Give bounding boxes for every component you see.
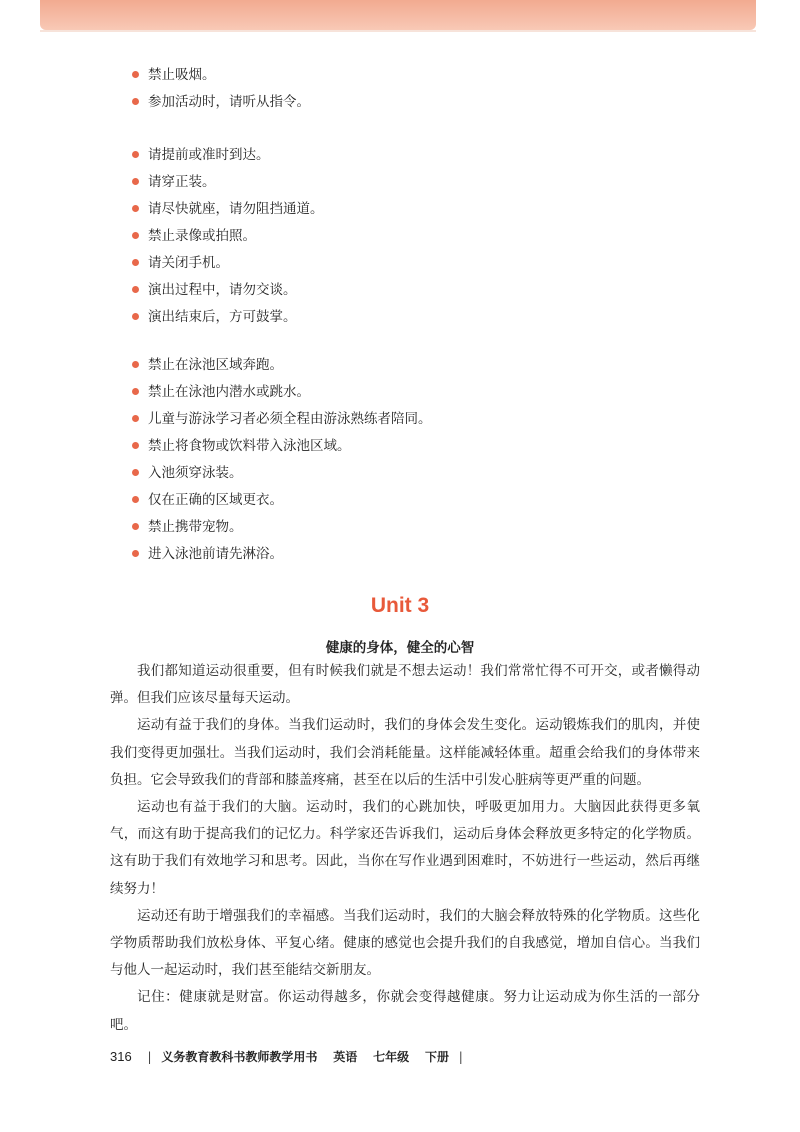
list-item-text: 禁止携带宠物。 — [148, 519, 243, 535]
bullet-dot-icon — [132, 550, 139, 557]
list-item — [132, 408, 732, 435]
list-item — [132, 144, 732, 171]
list-item-text: 禁止录像或拍照。 — [148, 228, 256, 244]
list-item-text: 仅在正确的区域更衣。 — [148, 492, 283, 508]
list-item-text: 请穿正装。 — [148, 174, 216, 190]
list-item — [132, 354, 732, 381]
list-item — [132, 306, 732, 333]
bullet-dot-icon — [132, 286, 139, 293]
article-paragraph: 运动有益于我们的身体。当我们运动时，我们的身体会发生变化。运动锻炼我们的肌肉，并使我们变得更加强壮。当我们运动时，我们会消耗能量。这样能减轻体重。超重会给我们的身体带来负担。它会导致我们的背部和膝盖疼痛，甚至在以后的生活中引发心脏病等更严重的问题。 — [110, 717, 700, 788]
list-item-text: 进入泳池前请先淋浴。 — [148, 546, 283, 562]
list-item — [132, 225, 732, 252]
list-item — [132, 279, 732, 306]
bullet-dot-icon — [132, 415, 139, 422]
list-item — [132, 171, 732, 198]
bullet-dot-icon — [132, 151, 139, 158]
volume: 下册 — [424, 1050, 449, 1064]
book-title: 义务教育教科书教师教学用书 — [161, 1050, 318, 1064]
page-number: 316 — [110, 1049, 132, 1064]
page-footer — [110, 1048, 469, 1065]
list-item-text: 请关闭手机。 — [148, 255, 229, 271]
article-paragraph: 运动也有益于我们的大脑。运动时，我们的心跳加快，呼吸更加用力。大脑因此获得更多氧气，而这有助于提高我们的记忆力。科学家还告诉我们，运动后身体会释放更多特定的化学物质。这有助于我们有效地学习和思考。因此，当你在写作业遇到困难时，不妨进行一些运动，然后再继续努力！ — [110, 799, 700, 897]
bullet-dot-icon — [132, 232, 139, 239]
rules-list-general — [132, 64, 732, 118]
footer-separator: | — [147, 1050, 152, 1064]
bullet-dot-icon — [132, 313, 139, 320]
article-paragraph: 记住：健康就是财富。你运动得越多，你就会变得越健康。努力让运动成为你生活的一部分吧。 — [110, 989, 700, 1033]
list-item-text: 入池须穿泳装。 — [148, 465, 243, 481]
list-item — [132, 516, 732, 543]
list-item-text: 禁止将食物或饮料带入泳池区域。 — [148, 438, 351, 454]
list-item-text: 演出结束后，方可鼓掌。 — [148, 309, 297, 325]
list-item-text: 禁止吸烟。 — [148, 67, 216, 83]
unit-title: Unit 3 — [370, 594, 430, 617]
list-item — [132, 462, 732, 489]
list-item-text: 请尽快就座，请勿阻挡通道。 — [148, 201, 324, 217]
list-item-text: 禁止在泳池区域奔跑。 — [148, 357, 283, 373]
list-item — [132, 198, 732, 225]
bullet-dot-icon — [132, 71, 139, 78]
bullet-dot-icon — [132, 496, 139, 503]
article-title: 健康的身体，健全的心智 — [325, 640, 475, 656]
list-item-text: 禁止在泳池内潜水或跳水。 — [148, 384, 310, 400]
subject: 英语 — [333, 1050, 358, 1064]
grade: 七年级 — [373, 1050, 410, 1064]
list-item — [132, 435, 732, 462]
bullet-dot-icon — [132, 442, 139, 449]
list-item — [132, 64, 732, 91]
bullet-dot-icon — [132, 361, 139, 368]
footer-separator: | — [458, 1050, 463, 1064]
list-item-text: 参加活动时，请听从指令。 — [148, 94, 310, 110]
list-item-text: 演出过程中，请勿交谈。 — [148, 282, 297, 298]
bullet-dot-icon — [132, 178, 139, 185]
rules-list-pool — [132, 354, 732, 570]
list-item — [132, 489, 732, 516]
rules-list-performance — [132, 144, 732, 333]
bullet-dot-icon — [132, 388, 139, 395]
list-item — [132, 543, 732, 570]
top-color-band — [40, 0, 756, 30]
bullet-dot-icon — [132, 523, 139, 530]
list-item — [132, 91, 732, 118]
list-item-text: 请提前或准时到达。 — [148, 147, 270, 163]
bullet-dot-icon — [132, 469, 139, 476]
list-item — [132, 252, 732, 279]
list-item-text: 儿童与游泳学习者必须全程由游泳熟练者陪同。 — [148, 411, 432, 427]
article-body — [110, 658, 700, 1039]
bullet-dot-icon — [132, 259, 139, 266]
bullet-dot-icon — [132, 98, 139, 105]
bullet-dot-icon — [132, 205, 139, 212]
top-band-edge — [40, 30, 756, 32]
list-item — [132, 381, 732, 408]
article-paragraph: 我们都知道运动很重要，但有时候我们就是不想去运动！我们常常忙得不可开交，或者懒得动弹。但我们应该尽量每天运动。 — [110, 663, 700, 707]
article-paragraph: 运动还有助于增强我们的幸福感。当我们运动时，我们的大脑会释放特殊的化学物质。这些化学物质帮助我们放松身体、平复心绪。健康的感觉也会提升我们的自我感觉，增加自信心。当我们与他人一起运动时，我们甚至能结交新朋友。 — [110, 907, 700, 979]
